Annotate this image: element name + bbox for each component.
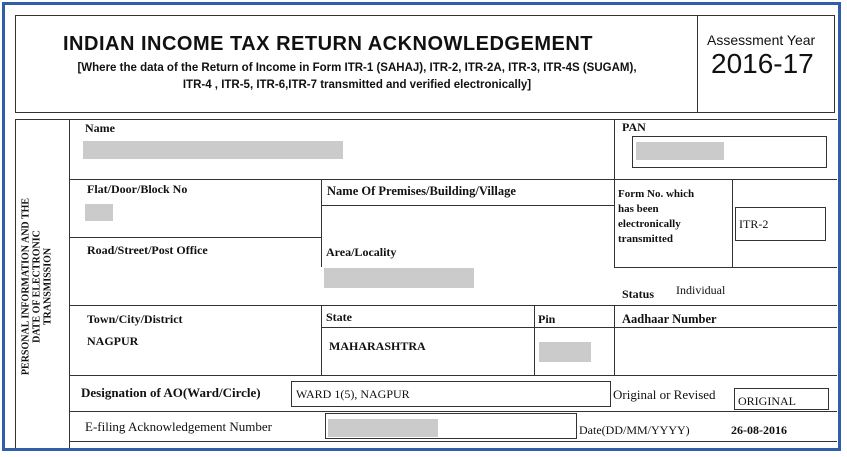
- area-label: Area/Locality: [326, 245, 397, 259]
- orig-rev-label: Original or Revised: [613, 387, 716, 402]
- aadhaar-label: Aadhaar Number: [622, 312, 717, 326]
- assessment-year-label: Assessment Year: [707, 32, 816, 48]
- pin-label: Pin: [538, 312, 556, 326]
- orig-rev-value: ORIGINAL: [738, 394, 796, 408]
- ack-label: E-filing Acknowledgement Number: [85, 419, 273, 434]
- name-label: Name: [85, 121, 115, 135]
- form-title: INDIAN INCOME TAX RETURN ACKNOWLEDGEMENT: [63, 33, 593, 55]
- personal-info-side-label: PERSONAL INFORMATION AND THE DATE OF ELECTRONIC TRANSMISSION: [20, 197, 54, 376]
- ao-value: WARD 1(5), NAGPUR: [296, 387, 410, 401]
- form-no-value: ITR-2: [739, 217, 769, 231]
- name-value-redacted: [83, 141, 343, 159]
- pan-label: PAN: [622, 120, 646, 134]
- town-value: NAGPUR: [87, 334, 139, 348]
- acknowledgement-form: [2, 2, 841, 451]
- area-value-redacted: [324, 268, 474, 288]
- date-label: Date(DD/MM/YYYY): [579, 423, 690, 437]
- form-no-label: Form No. which has been electronically transmitted: [618, 188, 695, 245]
- premises-label: Name Of Premises/Building/Village: [327, 184, 516, 198]
- form-subtitle-line2: ITR-4 , ITR-5, ITR-6,ITR-7 transmitted and verified electronically]: [182, 79, 532, 91]
- flat-value-redacted: [85, 204, 113, 221]
- form-subtitle-line1: [Where the data of the Return of Income in Form ITR-1 (SAHAJ), ITR-2, ITR-2A, ITR-3, ITR-4S (SUGAM),: [77, 62, 637, 74]
- date-value: 26-08-2016: [731, 423, 787, 437]
- ack-value-redacted: [328, 419, 438, 437]
- flat-label: Flat/Door/Block No: [87, 182, 188, 196]
- pan-value-redacted: [636, 142, 724, 160]
- status-label: Status: [622, 287, 655, 301]
- ao-label: Designation of AO(Ward/Circle): [81, 385, 261, 400]
- state-label: State: [326, 310, 352, 324]
- assessment-year-value: 2016-17: [711, 48, 814, 79]
- road-label: Road/Street/Post Office: [87, 243, 208, 257]
- pin-value-redacted: [539, 342, 591, 362]
- town-label: Town/City/District: [87, 312, 183, 326]
- state-value: MAHARASHTRA: [329, 339, 426, 353]
- status-value: Individual: [676, 283, 726, 297]
